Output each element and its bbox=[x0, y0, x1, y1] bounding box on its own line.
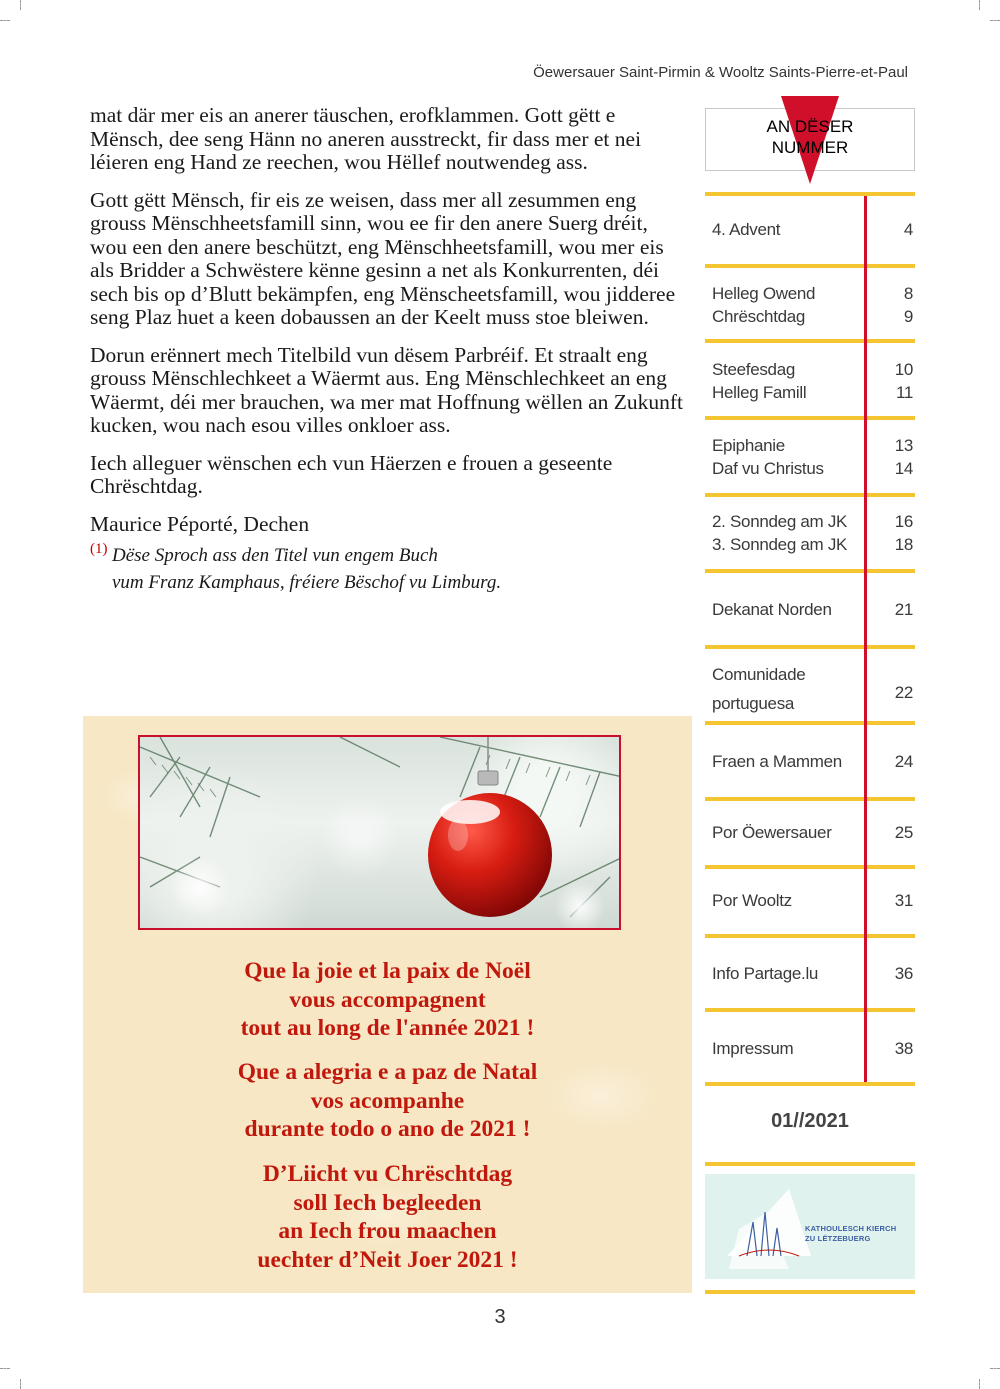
greeting-line: Que a alegria e a paz de Natal bbox=[237, 1059, 538, 1085]
toc-entry[interactable] bbox=[712, 510, 913, 556]
toc-label: Helleg Famill bbox=[712, 383, 807, 402]
page-number: 3 bbox=[494, 1306, 506, 1328]
toc-entry[interactable] bbox=[712, 663, 913, 713]
toc-label: 2. Sonndeg am JK bbox=[712, 512, 848, 531]
toc-label: Helleg Owend bbox=[712, 284, 816, 303]
footnote bbox=[90, 542, 686, 596]
toc-entry[interactable] bbox=[712, 282, 913, 328]
gold-divider bbox=[705, 721, 915, 725]
crop-mark bbox=[990, 20, 1000, 21]
greeting-line: vous accompagnent bbox=[289, 986, 486, 1013]
greeting-french bbox=[83, 957, 692, 1043]
greeting-line: vos acompanhe bbox=[310, 1087, 465, 1114]
gold-divider bbox=[705, 339, 915, 343]
toc-entry[interactable] bbox=[712, 434, 913, 480]
toc-page: 38 bbox=[894, 1039, 913, 1058]
toc-label: Por Wooltz bbox=[712, 891, 792, 910]
toc-page: 22 bbox=[894, 682, 913, 702]
toc-entry[interactable] bbox=[712, 358, 913, 404]
toc-page: 13 bbox=[894, 436, 913, 455]
running-header: Öewersauer Saint-Pirmin & Wooltz Saints-Pierre-et-Paul bbox=[533, 64, 908, 81]
toc-entry[interactable] bbox=[712, 962, 913, 985]
toc-entry[interactable] bbox=[712, 750, 913, 773]
bauble-illustration bbox=[140, 737, 621, 930]
article-paragraph: Iech alleguer wënschen ech vun Häerzen e frouen a geseente Chrëschtdag. bbox=[90, 450, 613, 498]
greeting-line: durante todo o ano de 2021 ! bbox=[244, 1116, 531, 1142]
toc-label: Comunidade bbox=[712, 665, 806, 684]
gold-divider bbox=[705, 1290, 915, 1294]
crop-mark bbox=[0, 1368, 10, 1369]
toc-title-line: AN DËSER bbox=[766, 117, 854, 136]
article-paragraph: Gott gëtt Mënsch, fir eis ze weisen, dass mer all zesummen eng grouss Mënschheetsfamill sinn, wou ee fir den anere Suerg dréit, wou een den anere beschützt, eng Mënschheetsfamill, wou mer eis als Bridder a Schwëstere kënne gesinn a net als Konkurrenten, déi sech bis op d’Blutt bekämpfen, eng Mënscheetsfamill, wou jidderee seng Plaz huet a keen dobaussen an der Keelt muss stoe bleiwen. bbox=[90, 187, 676, 329]
gold-divider bbox=[705, 569, 915, 573]
signature: Maurice Péporté, Dechen bbox=[90, 511, 310, 536]
toc-page: 4 bbox=[903, 220, 913, 239]
gold-divider bbox=[705, 865, 915, 869]
footnote-line: Dëse Sproch ass den Titel vun engem Buch bbox=[112, 545, 438, 566]
greeting-line: an Iech frou maachen bbox=[278, 1218, 497, 1244]
toc-label: 4. Advent bbox=[712, 220, 781, 239]
crop-mark bbox=[979, 1379, 980, 1389]
toc-label: 3. Sonndeg am JK bbox=[712, 535, 848, 554]
greeting-line: tout au long de l'année 2021 ! bbox=[240, 1015, 535, 1041]
toc-label: Chrëschtdag bbox=[712, 307, 806, 326]
toc-label: Fraen a Mammen bbox=[712, 752, 842, 771]
gold-divider bbox=[705, 264, 915, 268]
toc-label: Por Öewersauer bbox=[712, 823, 832, 842]
logo-line: KATHOULESCH KIERCH bbox=[805, 1224, 897, 1233]
crop-mark bbox=[20, 1379, 21, 1389]
christmas-greeting-card bbox=[83, 716, 692, 1293]
gold-divider bbox=[705, 645, 915, 649]
gold-divider bbox=[705, 192, 915, 196]
toc-entry[interactable] bbox=[712, 821, 913, 844]
church-logo bbox=[705, 1174, 915, 1279]
logo-line: ZU LËTZEBUERG bbox=[805, 1234, 871, 1243]
gold-divider bbox=[705, 416, 915, 420]
toc-page: 8 bbox=[903, 284, 913, 303]
greeting-line: Que la joie et la paix de Noël bbox=[244, 958, 531, 984]
article-paragraph: mat där mer eis an anerer täuschen, erofklammen. Gott gëtt e Mënsch, dee seng Hänn no aneren ausstreckt, fir dass mer et nei léieren eng Hand ze reechen, wou Hëllef noutwendeg ass. bbox=[90, 103, 642, 174]
logo-text bbox=[805, 1224, 896, 1244]
gold-divider bbox=[705, 493, 915, 497]
toc-page: 9 bbox=[903, 307, 913, 326]
greeting-line: uechter d’Neit Joer 2021 ! bbox=[257, 1246, 518, 1273]
gold-divider bbox=[705, 934, 915, 938]
gold-divider bbox=[705, 1082, 915, 1086]
greeting-line: soll Iech begleeden bbox=[293, 1189, 482, 1216]
footnote-line: vum Franz Kamphaus, fréiere Bëschof vu Limburg. bbox=[112, 572, 502, 593]
toc-page: 24 bbox=[894, 752, 913, 771]
toc-page: 10 bbox=[894, 360, 913, 379]
crop-mark bbox=[20, 0, 21, 10]
gold-divider bbox=[705, 1008, 915, 1012]
crop-mark bbox=[990, 1368, 1000, 1369]
greeting-line: D’Liicht vu Chrëschtdag bbox=[262, 1161, 513, 1187]
crop-mark bbox=[0, 20, 10, 21]
toc-page: 16 bbox=[894, 512, 913, 531]
toc-title-line: NUMMER bbox=[771, 138, 849, 157]
toc-entry[interactable] bbox=[712, 1037, 913, 1060]
gold-divider bbox=[705, 797, 915, 801]
toc-page: 31 bbox=[894, 891, 913, 910]
toc-title bbox=[705, 116, 915, 158]
red-vertical-line bbox=[864, 196, 867, 1082]
toc-entry[interactable] bbox=[712, 218, 913, 241]
toc-page: 25 bbox=[894, 823, 913, 842]
toc-label: Dekanat Norden bbox=[712, 600, 832, 619]
toc-page: 21 bbox=[894, 600, 913, 619]
toc-page: 36 bbox=[894, 964, 913, 983]
greeting-luxembourgish bbox=[83, 1160, 692, 1274]
toc-label: portuguesa bbox=[712, 693, 795, 713]
toc-label: Impressum bbox=[712, 1039, 794, 1058]
gold-divider bbox=[705, 1162, 915, 1166]
christmas-bauble-photo bbox=[138, 735, 621, 930]
toc-label: Steefesdag bbox=[712, 360, 796, 379]
toc-page: 14 bbox=[894, 459, 913, 478]
greeting-portuguese bbox=[83, 1058, 692, 1144]
article bbox=[90, 104, 686, 596]
article-paragraph: Dorun erënnert mech Titelbild vun dësem Parbréif. Et straalt eng grouss Mënschlechkeet a Wäermt aus. Eng Mënschlechkeet an eng Wäermt, déi mer brauchen, wa mer mat Hoffnung wëllen an Zukunft kucken, wou nach esou villes onkloer ass. bbox=[90, 342, 684, 437]
crop-mark bbox=[979, 0, 980, 10]
toc-entry[interactable] bbox=[712, 598, 913, 621]
toc-label: Daf vu Christus bbox=[712, 459, 824, 478]
toc-page: 18 bbox=[894, 535, 913, 554]
toc-entry[interactable] bbox=[712, 889, 913, 912]
toc-label: Epiphanie bbox=[712, 436, 785, 455]
footnote-mark: (1) bbox=[90, 541, 108, 557]
church-logo-icon bbox=[719, 1184, 814, 1274]
toc-page: 11 bbox=[895, 383, 913, 402]
toc-label: Info Partage.lu bbox=[712, 964, 819, 983]
issue-number: 01//2021 bbox=[771, 1110, 849, 1132]
